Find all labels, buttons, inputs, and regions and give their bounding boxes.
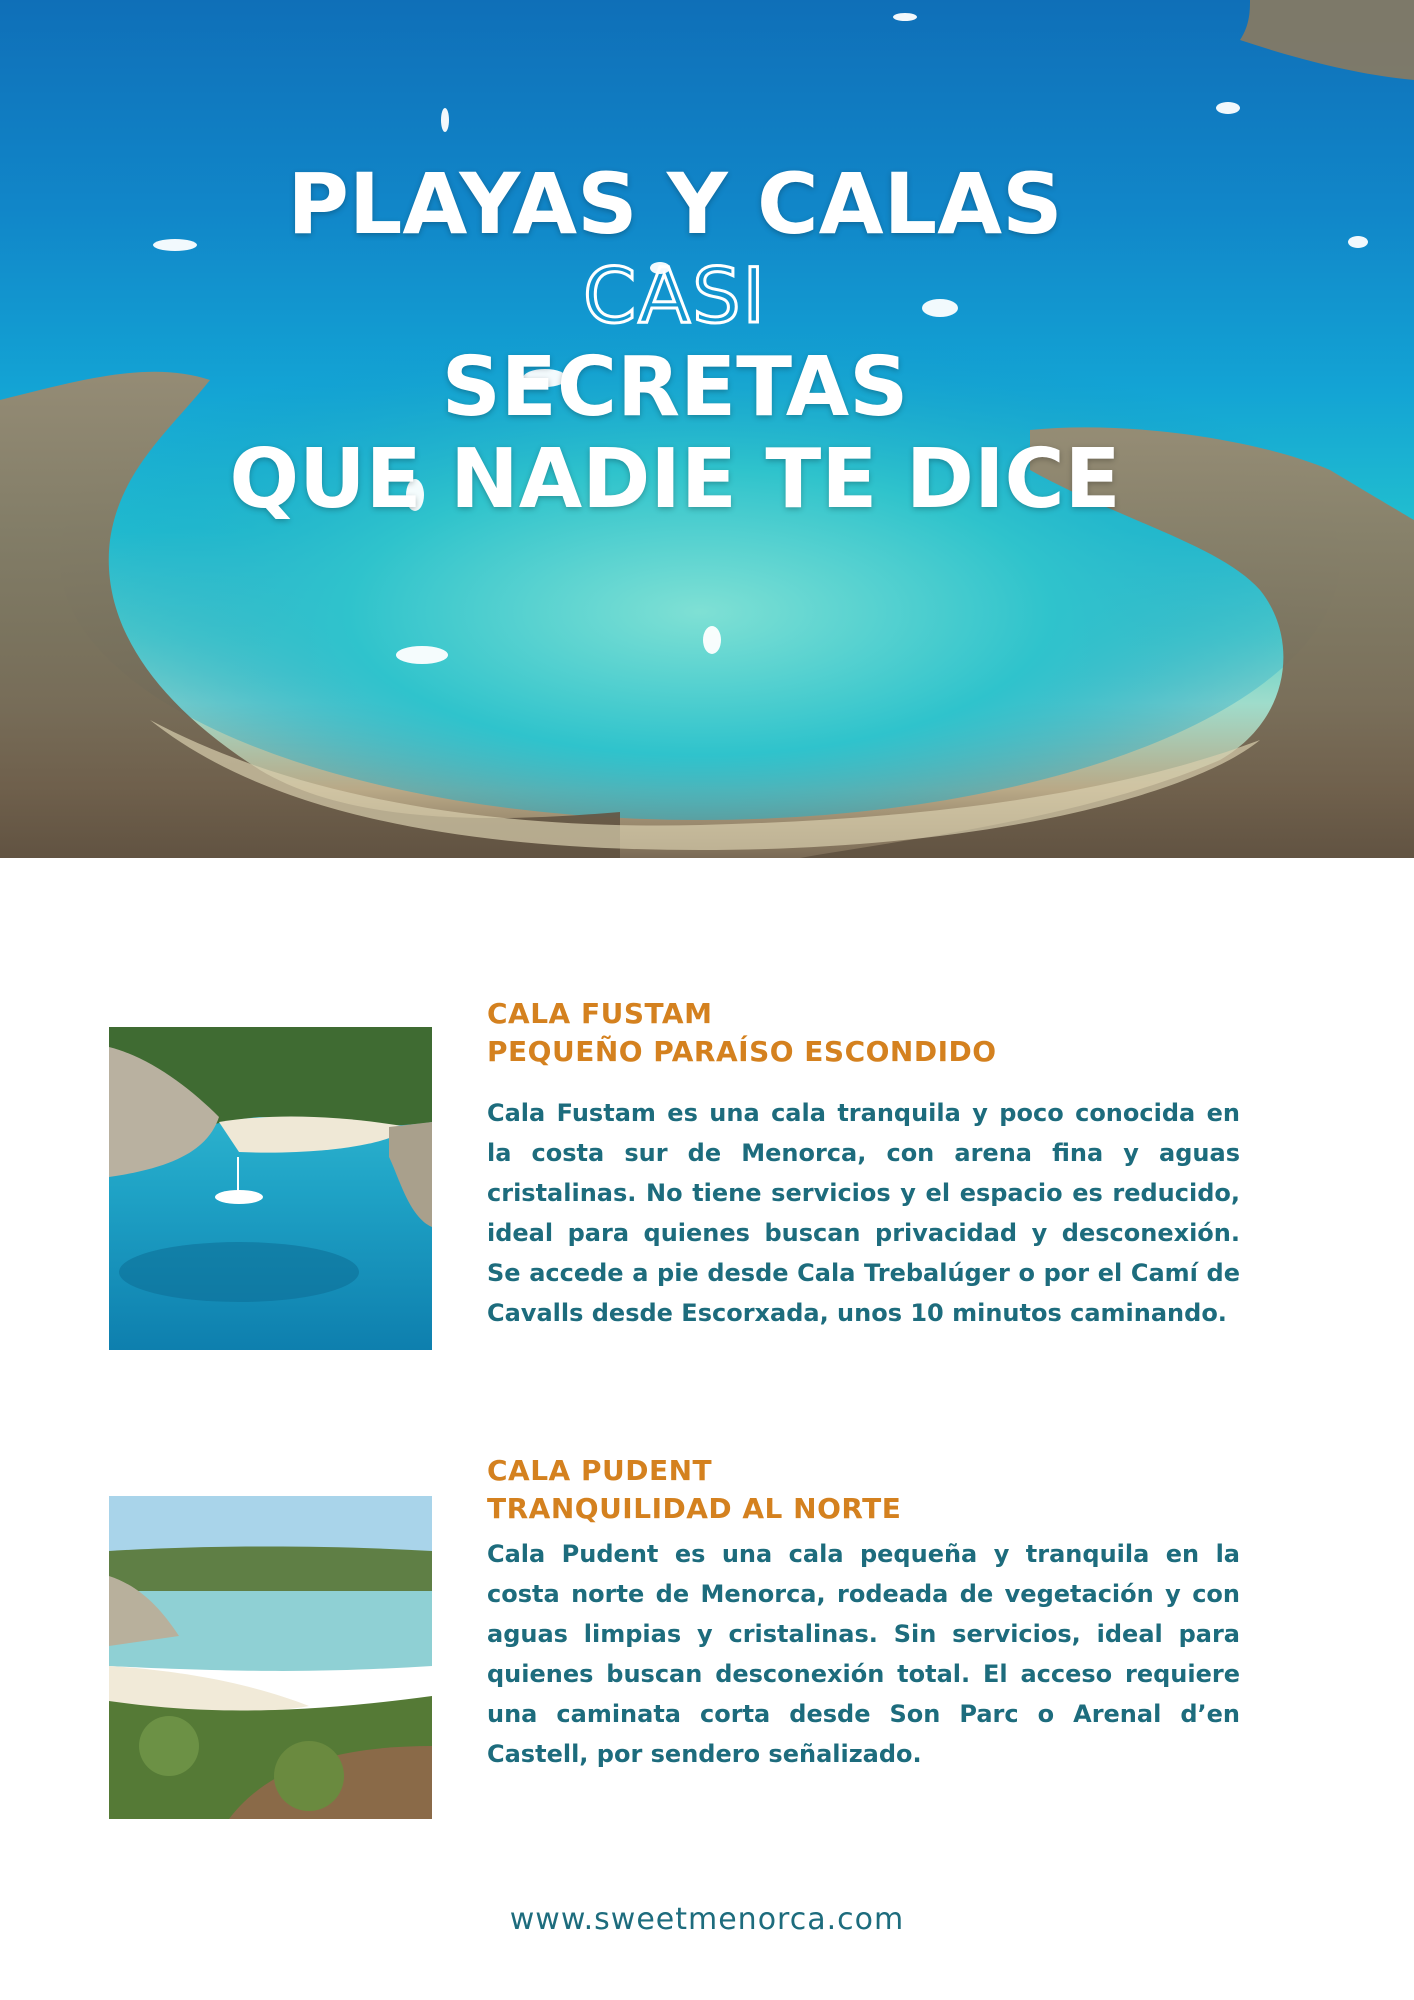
cala-fustam-text xyxy=(487,995,1240,1333)
cala-pudent-description: Cala Pudent es una cala pequeña y tranquila en la costa norte de Menorca, rodeada de vegetación y con aguas limpias y cristalinas. Sin servicios, ideal para quienes buscan desconexión total. El acceso requiere una caminata corta desde Son Parc o Arenal d’en Castell, por sendero señalizado. xyxy=(487,1540,1240,1768)
hero-title-line-1: PLAYAS Y CALAS xyxy=(287,155,1063,253)
hero-title xyxy=(0,155,1350,527)
hero-banner xyxy=(0,0,1414,858)
cala-pudent-photo xyxy=(109,1496,432,1819)
website-link[interactable]: www.sweetmenorca.com xyxy=(509,1902,905,1937)
hero-title-line-3: SECRETAS xyxy=(441,340,909,435)
cala-fustam-heading xyxy=(487,995,1240,1071)
cala-pudent-name: CALA PUDENT xyxy=(487,1454,713,1487)
hero-title-line-4: QUE NADIE TE DICE xyxy=(229,432,1121,527)
cala-fustam-subtitle: PEQUEÑO PARAÍSO ESCONDIDO xyxy=(487,1035,997,1068)
cala-pudent-text xyxy=(487,1452,1240,1774)
cala-pudent-subtitle: TRANQUILIDAD AL NORTE xyxy=(487,1492,902,1525)
cala-pudent-heading xyxy=(487,1452,1240,1528)
cala-fustam-photo xyxy=(109,1027,432,1350)
hero-title-line-2: CASI xyxy=(583,251,767,340)
cala-fustam-name: CALA FUSTAM xyxy=(487,997,713,1030)
cala-fustam-description: Cala Fustam es una cala tranquila y poco conocida en la costa sur de Menorca, con arena fina y aguas cristalinas. No tiene servicios y el espacio es reducido, ideal para quienes buscan privacidad y desconexión. Se accede a pie desde Cala Trebalúger o por el Camí de Cavalls desde Escorxada, unos 10 minutos caminando. xyxy=(487,1099,1240,1327)
